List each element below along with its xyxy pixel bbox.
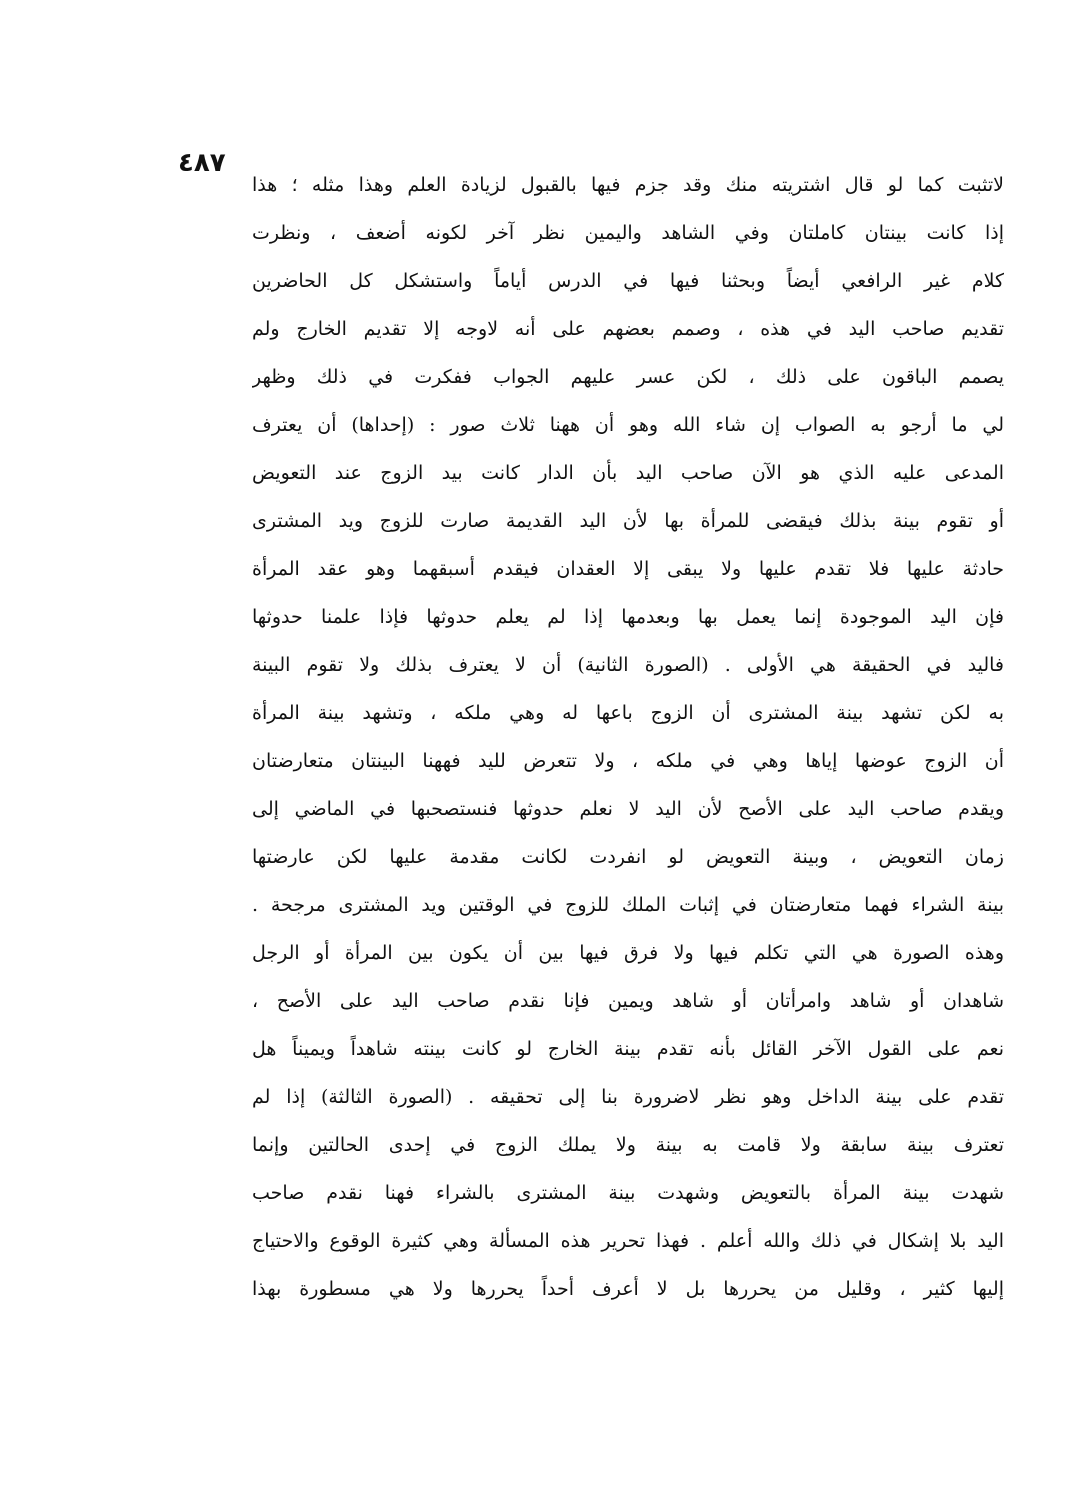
text-line: زمان التعويض ، وبينة التعويض لو انفردت لكانت مقدمة عليها لكن عارضتها — [252, 846, 1004, 868]
text-line: نعم على القول الآخر القائل بأنه تقدم بينة الخارج لو كانت بينته شاهداً ويميناً هل — [252, 1038, 1004, 1060]
text-line: فإن اليد الموجودة إنما يعمل بها وبعدمها إذا لم يعلم حدوثها فإذا علمنا حدوثها — [252, 606, 1004, 628]
text-line: أن الزوج عوضها إياها وهي في ملكه ، ولا تتعرض لليد فههنا البينتان متعارضتان — [252, 750, 1004, 772]
page-number: ٤٨٧ — [178, 148, 226, 178]
text-line: إذا كانت بينتان كاملتان وفي الشاهد واليمين نظر آخر لكونه أضعف ، ونظرت — [252, 222, 1004, 244]
text-line: اليد بلا إشكال في ذلك والله أعلم . فهذا تحرير هذه المسألة وهي كثيرة الوقوع والاحتياج — [252, 1230, 1004, 1252]
text-line: لي ما أرجو به الصواب إن شاء الله وهو أن ههنا ثلاث صور : (إحداها) أن يعترف — [252, 414, 1004, 436]
text-line: أو تقوم بينة بذلك فيقضى للمرأة بها لأن اليد القديمة صارت للزوج ويد المشترى — [252, 510, 1004, 532]
text-line: كلام غير الرافعي أيضاً وبحثنا فيها في الدرس أياماً واستشكل كل الحاضرين — [252, 270, 1004, 292]
text-line: تعترف بينة سابقة ولا قامت به بينة ولا يملك الزوج في إحدى الحالتين وإنما — [252, 1134, 1004, 1156]
text-line: ويقدم صاحب اليد على الأصح لأن اليد لا نعلم حدوثها فنستصحبها في الماضي إلى — [252, 798, 1004, 820]
text-line: إليها كثير ، وقليل من يحررها بل لا أعرف أحداً يحررها ولا هي مسطورة بهذا — [252, 1278, 1004, 1300]
text-line: لاتثبت كما لو قال اشتريته منك وقد جزم فيها بالقبول لزيادة العلم وهذا مثله ؛ هذا — [252, 174, 1004, 196]
text-line: تقدم على بينة الداخل وهو نظر لاضرورة بنا إلى تحقيقه . (الصورة الثالثة) إذا لم — [252, 1086, 1004, 1108]
text-line: حادثة عليها فلا تقدم عليها ولا يبقى إلا العقدان فيقدم أسبقهما وهو عقد المرأة — [252, 558, 1004, 580]
body-text — [252, 165, 1004, 1317]
text-line: شهدت بينة المرأة بالتعويض وشهدت بينة المشترى بالشراء فهنا نقدم صاحب — [252, 1182, 1004, 1204]
text-line: فاليد في الحقيقة هي الأولى . (الصورة الثانية) أن لا يعترف بذلك ولا تقوم البينة — [252, 654, 1004, 676]
text-line: وهذه الصورة هي التي تكلم فيها ولا فرق فيها بين أن يكون بين المرأة أو الرجل — [252, 942, 1004, 964]
text-line: يصمم الباقون على ذلك ، لكن عسر عليهم الجواب ففكرت في ذلك وظهر — [252, 366, 1004, 388]
text-line: بينة الشراء فهما متعارضتان في إثبات الملك للزوج في الوقتين ويد المشترى مرجحة . — [252, 894, 1004, 916]
text-line: المدعى عليه الذي هو الآن صاحب اليد بأن الدار كانت بيد الزوج عند التعويض — [252, 462, 1004, 484]
text-line: به لكن تشهد بينة المشترى أن الزوج باعها له وهي ملكه ، وتشهد بينة المرأة — [252, 702, 1004, 724]
text-line: شاهدان أو شاهد وامرأتان أو شاهد ويمين فإنا نقدم صاحب اليد على الأصح ، — [252, 990, 1004, 1012]
text-line: تقديم صاحب اليد في هذه ، وصمم بعضهم على أنه لاوجه إلا تقديم الخارج ولم — [252, 318, 1004, 340]
